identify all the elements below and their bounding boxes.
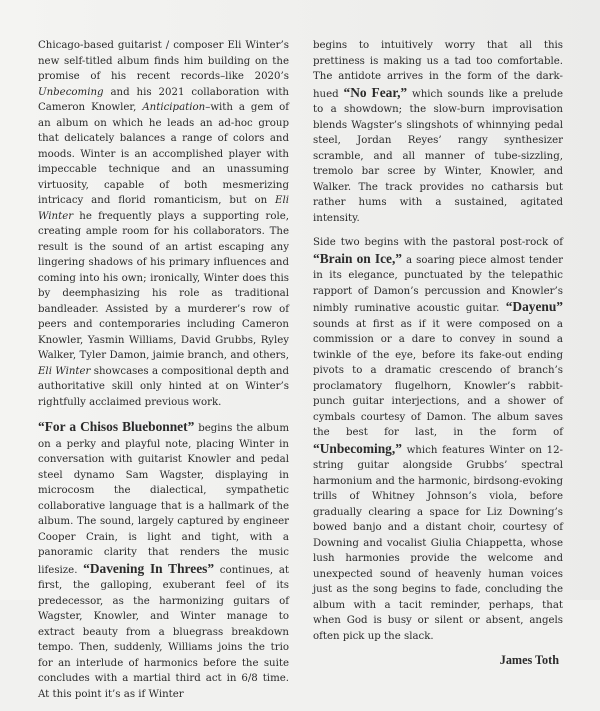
continued-paragraph [313,38,563,226]
author-signature: James Toth [499,653,559,667]
body-text: a soaring piece almost tender in its elegance, punctuated by the telepathic rapport of Damon’s percussion and Knowler’s nimbly ruminative acoustic guitar. [313,254,563,314]
body-text: Side two begins with the pastoral post-rock of [313,237,563,248]
track-title: “Brain on Ice,” [313,250,403,266]
body-text: Chicago-based guitarist / composer Eli Winter’s new self-titled album finds him building on the promise of his recent records–like 2020’s [38,40,289,82]
track-notes-paragraph [38,419,289,702]
album-title-italic: Eli Winter [38,365,91,377]
body-text: continues, at first, the galloping, exuberant feel of its predecessor, as the harmonizing guitars of Wagster, Knowler, and Winter manage to extract beauty from a bluegrass breakdown tempo. Then, suddenly, Williams joins the trio for an interlude of harmonics before the suite concludes with a martial third act in 6/8 time. At this point it’s as if Winter [38,564,289,700]
album-title-italic: Unbecoming [38,86,104,98]
album-title-italic: Anticipation [142,102,206,113]
body-text: begins the album on a perky and playful note, placing Winter in conversation with guitarist Knowler and pedal steel dynamo Sam Wagster, displaying in microcosm the dialectical, sympathetic collaborative language that is a hallmark of the album. The sound, largely captured by engineer Cooper Crain, is light and tight, with a panoramic clarity that renders the music lifesize. [38,423,289,576]
body-text: which features Winter on 12-string guitar alongside Grubbs’ spectral harmonium and the harmonic, birdsong-evoking trills of Whitney Johnson’s viola, before gradually clearing a space for Liz Downing’s bowed banjo and a distant choir, courtesy of Downing and vocalist Giulia Chiappetta, whose lush harmonies provide the welcome and unexpected sound of heavenly human voices just as the song begins to fade, concluding the album with a tacit reminder, perhaps, that when God is busy or silent or absent, angels often pick up the slack. [313,444,563,642]
body-text: sounds at first as if it were composed on a commission or a dare to convey in sound a twinkle of the eye, before its fake-out ending pivots to a dramatic crescendo of branch’s proclamatory flugelhorn, Knowler’s rabbit-punch guitar interjections, and a shower of cymbals courtesy of Damon. The album saves the best for last, in the form of [313,318,563,438]
side-two-paragraph [313,235,563,644]
track-title: “No Fear,” [343,84,408,100]
body-text: –with a gem of an album on which he leads an ad-hoc group that delicately balances a range of colors and moods. Winter is an accomplished player with impeccable technique and an unassuming virtuosity, capable of both mesmerizing intricacy and florid romanticism, but on [38,102,289,206]
body-text: begins to intuitively worry that all this prettiness is making us a tad too comfortable. The antidote arrives in the form of the dark-hued [313,40,563,100]
body-text: and his 2021 collaboration with Cameron Knowler, [38,86,289,113]
track-title: “For a Chisos Bluebonnet” [38,419,195,434]
body-text: showcases a compositional depth and authoritative skill only hinted at on Winter’s rightfully acclaimed previous work. [38,365,290,408]
intro-paragraph [38,38,289,410]
body-text: which sounds like a prelude to a showdown; the slow-burn improvisation blends Wagster’s slingshots of whinnying pedal steel, Jordan Reyes’ rangy synthesizer scramble, and all manner of tube-sizzling, tremolo bar scree by Winter, Knowler, and Walker. The track provides no catharsis but rather hums with a sustained, agitated intensity. [313,88,563,224]
track-title: “Davening In Threes” [83,560,215,576]
track-title: “Unbecoming,” [313,440,402,456]
track-title: “Dayenu” [505,299,563,314]
left-column [38,38,289,711]
album-title-italic: Eli Winter [38,195,289,222]
body-text: he frequently plays a supporting role, creating ample room for his collaborators. The result is the sound of an artist escaping any lingering shadows of his primary influences and coming into his own; ironically, Winter does this by deemphasizing his role as traditional bandleader. Assisted by a murderer’s row of peers and contemporaries including Cameron Knowler, Yasmin Williams, David Grubbs, Ryley Walker, Tyler Damon, jaimie branch, and others, [38,210,289,361]
right-column [313,38,563,669]
